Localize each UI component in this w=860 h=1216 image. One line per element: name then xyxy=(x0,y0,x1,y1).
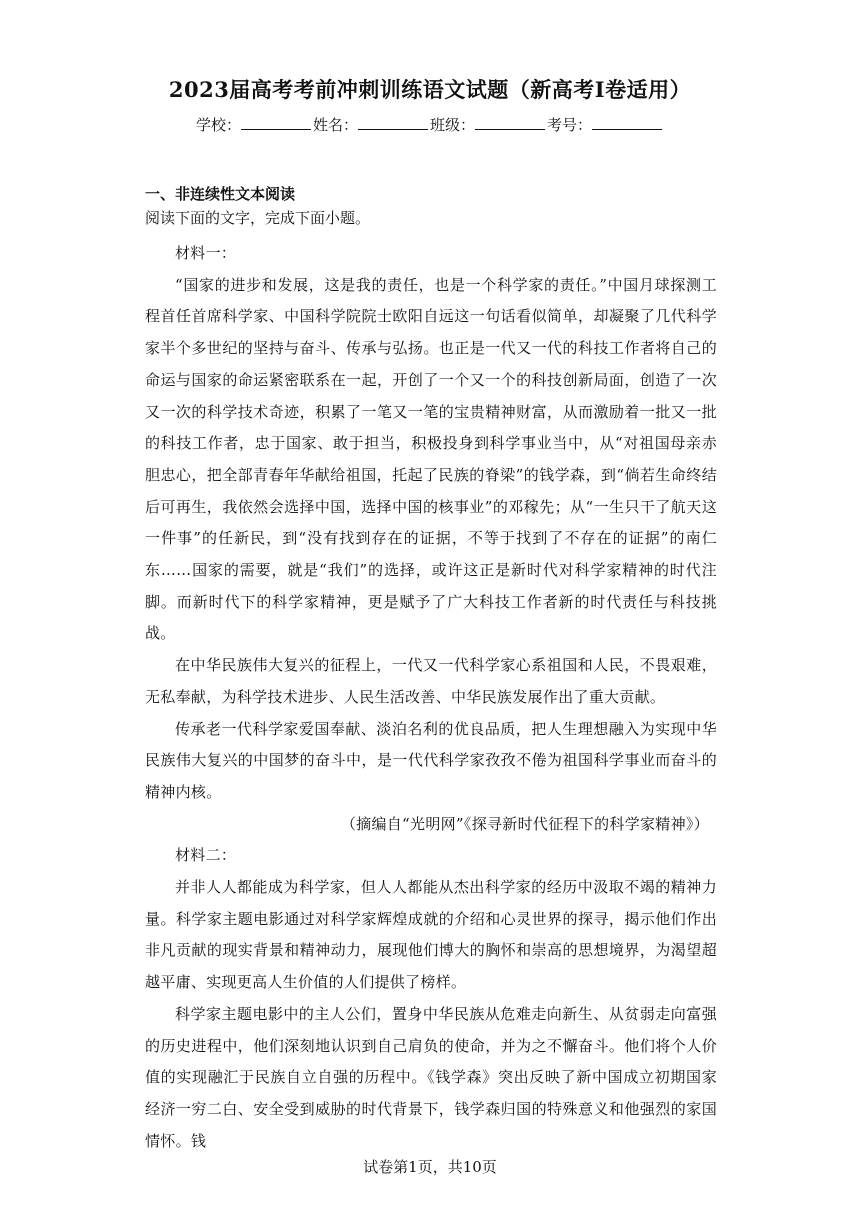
school-field[interactable] xyxy=(241,117,311,130)
material1-paragraph-3: 传承老一代科学家爱国奉献、淡泊名利的优良品质，把人生理想融入为实现中华民族伟大复兴的中国梦的奋斗中，是一代代科学家孜孜不倦为祖国科学事业而奋斗的精神内核。 xyxy=(145,719,717,801)
reading-passage xyxy=(145,238,717,1157)
material1-label: 材料一： xyxy=(175,244,237,262)
exam-title: 2023届高考考前冲刺训练语文试题（新高考Ⅰ卷适用） xyxy=(168,77,692,102)
class-label: 班级： xyxy=(430,116,476,134)
exam-number-label: 考号： xyxy=(547,116,593,134)
exam-number-field[interactable] xyxy=(592,117,662,130)
material2-label: 材料二： xyxy=(175,846,237,865)
material1-paragraph-1: “国家的进步和发展，这是我的责任，也是一个科学家的责任。”中国月球探测工程首任首席科学家、中国科学院院士欧阳自远这一句话看似简单，却凝聚了几代科学家半个多世纪的坚持与奋斗、传承与弘扬。也正是一代又一代的科技工作者将自己的命运与国家的命运紧密联系在一起，开创了一个又一个的科技创新局面，创造了一次又一次的科学技术奇迹，积累了一笔又一笔的宝贵精神财富，从而激励着一批又一批的科技工作者，忠于国家、敢于担当，积极投身到科学事业当中，从“对祖国母亲赤胆忠心，把全部青春年华献给祖国，托起了民族的脊梁”的钱学森，到“倘若生命终结后可再生，我依然会选择中国，选择中国的核事业”的邓稼先；从“一生只干了航天这一件事”的任新民，到“没有找到存在的证据，不等于找到了不存在的证据”的南仁东……国家的需要，就是“我们”的选择，或许这正是新时代对科学家精神的时代注脚。而新时代下的科学家精神，更是赋予了广大科技工作者新的时代责任与科技挑战。 xyxy=(145,275,717,643)
class-field[interactable] xyxy=(475,117,545,130)
student-info-fields xyxy=(0,114,860,135)
school-label: 学校： xyxy=(195,116,241,134)
material2-paragraph-1: 并非人人都能成为科学家，但人人都能从杰出科学家的经历中汲取不竭的精神力量。科学家主题电影通过对科学家辉煌成就的介绍和心灵世界的探寻，揭示他们作出非凡贡献的现实背景和精神动力，展现他们博大的胸怀和崇高的思想境界，为渴望超越平庸、实现更高人生价值的人们提供了榜样。 xyxy=(145,878,717,992)
name-label: 姓名： xyxy=(312,116,358,134)
name-field[interactable] xyxy=(358,117,428,130)
page-footer: 试卷第1页，共10页 xyxy=(363,1158,497,1176)
material2-paragraph-2: 科学家主题电影中的主人公们，置身中华民族从危难走向新生、从贫弱走向富强的历史进程中，他们深刻地认识到自己肩负的使命，并为之不懈奋斗。他们将个人价值的实现融汇于民族自立自强的历程中。《钱学森》突出反映了新中国成立初期国家经济一穷二白、安全受到威胁的时代背景下，钱学森归国的特殊意义和他强烈的家国情怀。钱 xyxy=(145,1004,717,1150)
section-heading: 一、非连续性文本阅读 xyxy=(145,185,296,203)
section-instruction: 阅读下面的文字，完成下面小题。 xyxy=(145,209,371,227)
material1-source: （摘编自“光明网”《探寻新时代征程下的科学家精神》） xyxy=(340,814,709,833)
material1-paragraph-2: 在中华民族伟大复兴的征程上，一代又一代科学家心系祖国和人民，不畏艰难，无私奉献，为科学技术进步、人民生活改善、中华民族发展作出了重大贡献。 xyxy=(145,656,717,706)
